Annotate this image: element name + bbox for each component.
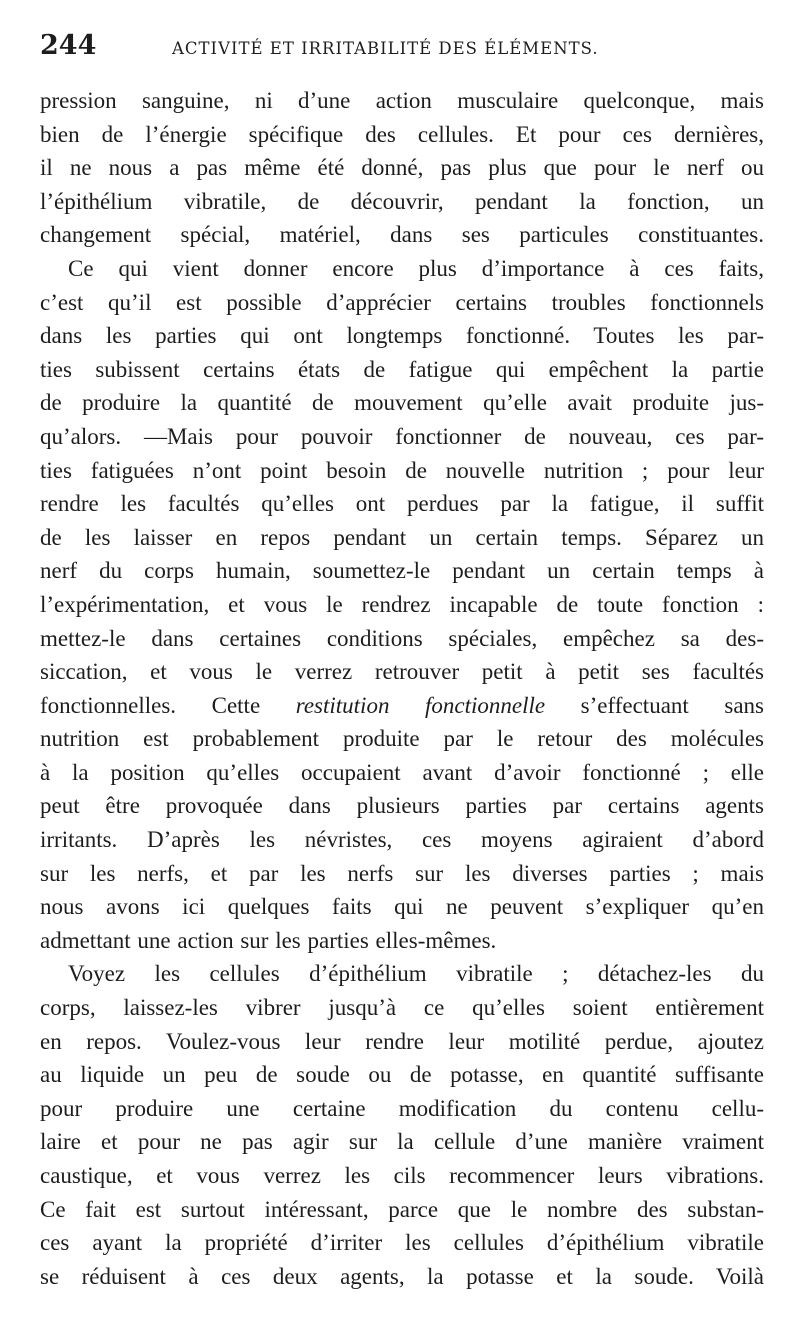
text-line: de produire la quantité de mouvement qu’elle avait produite jus- bbox=[40, 390, 764, 416]
body-text bbox=[40, 84, 764, 1293]
text-line: peut être provoquée dans plusieurs parties par certains agents bbox=[40, 793, 764, 819]
text-line: de les laisser en repos pendant un certain temps. Séparez un bbox=[40, 524, 764, 550]
text-line: nous avons ici quelques faits qui ne peuvent s’expliquer qu’en bbox=[40, 894, 764, 920]
text-line: l’expérimentation, et vous le rendrez incapable de toute fonction : bbox=[40, 591, 764, 617]
text-line: pour produire une certaine modification du contenu cellu- bbox=[40, 1095, 764, 1121]
text-line: se réduisent à ces deux agents, la potasse et la soude. Voilà bbox=[40, 1263, 764, 1289]
italic-term: restitution fonctionnelle bbox=[295, 692, 546, 718]
text-line: changement spécial, matériel, dans ses particules constituantes. bbox=[40, 222, 764, 248]
paragraph-first-line: Ce qui vient donner encore plus d’importance à ces faits, bbox=[68, 255, 764, 281]
text-line: laire et pour ne pas agir sur la cellule d’une manière vraiment bbox=[40, 1129, 764, 1155]
running-title: ACTIVITÉ ET IRRITABILITÉ DES ÉLÉMENTS. bbox=[172, 39, 599, 58]
text-line: pression sanguine, ni d’une action musculaire quelconque, mais bbox=[40, 88, 764, 113]
text-line: ties fatiguées n’ont point besoin de nouvelle nutrition ; pour leur bbox=[40, 457, 764, 483]
text-line: caustique, et vous verrez les cils recommencer leurs vibrations. bbox=[40, 1163, 764, 1188]
text-line: irritants. D’après les névristes, ces moyens agiraient d’abord bbox=[40, 827, 764, 853]
text-line: en repos. Voulez-vous leur rendre leur motilité perdue, ajoutez bbox=[40, 1028, 764, 1054]
text-run: fonctionnelles. Cette bbox=[40, 692, 296, 718]
text-line: rendre les facultés qu’elles ont perdues par la fatigue, il suffit bbox=[40, 491, 764, 517]
text-line: l’épithélium vibratile, de découvrir, pendant la fonction, un bbox=[40, 188, 764, 214]
paragraph-first-line: Voyez les cellules d’épithélium vibratile ; détachez-les du bbox=[68, 961, 764, 987]
text-line: admettant une action sur les parties elles-mêmes. bbox=[40, 927, 497, 953]
text-line: nutrition est probablement produite par le retour des molécules bbox=[40, 726, 764, 752]
text-line: corps, laissez-les vibrer jusqu’à ce qu’elles soient entièrement bbox=[40, 995, 764, 1021]
text-line: siccation, et vous le verrez retrouver petit à petit ses facultés bbox=[40, 659, 764, 685]
text-line: bien de l’énergie spécifique des cellules. Et pour ces dernières, bbox=[40, 121, 764, 147]
text-line: à la position qu’elles occupaient avant d’avoir fonctionné ; elle bbox=[40, 759, 764, 785]
text-line-with-italic bbox=[40, 689, 764, 723]
text-line: mettez-le dans certaines conditions spéciales, empêchez sa des- bbox=[40, 625, 764, 651]
text-line: ces ayant la propriété d’irriter les cellules d’épithélium vibratile bbox=[40, 1230, 764, 1256]
page-number: 244 bbox=[40, 30, 97, 61]
text-run: s’effectuant sans bbox=[545, 692, 764, 718]
page-header bbox=[40, 30, 764, 72]
text-line: dans les parties qui ont longtemps fonctionné. Toutes les par- bbox=[40, 323, 764, 349]
text-line: au liquide un peu de soude ou de potasse, en quantité suffisante bbox=[40, 1062, 764, 1088]
text-line: sur les nerfs, et par les nerfs sur les diverses parties ; mais bbox=[40, 860, 764, 886]
text-line: Ce fait est surtout intéressant, parce que le nombre des substan- bbox=[40, 1196, 764, 1222]
text-line: qu’alors. —Mais pour pouvoir fonctionner de nouveau, ces par- bbox=[40, 423, 764, 449]
text-line: il ne nous a pas même été donné, pas plus que pour le nerf ou bbox=[40, 155, 764, 181]
text-line: nerf du corps humain, soumettez-le pendant un certain temps à bbox=[40, 558, 764, 584]
text-line: c’est qu’il est possible d’apprécier certains troubles fonctionnels bbox=[40, 289, 764, 315]
text-line: ties subissent certains états de fatigue qui empêchent la partie bbox=[40, 356, 764, 382]
